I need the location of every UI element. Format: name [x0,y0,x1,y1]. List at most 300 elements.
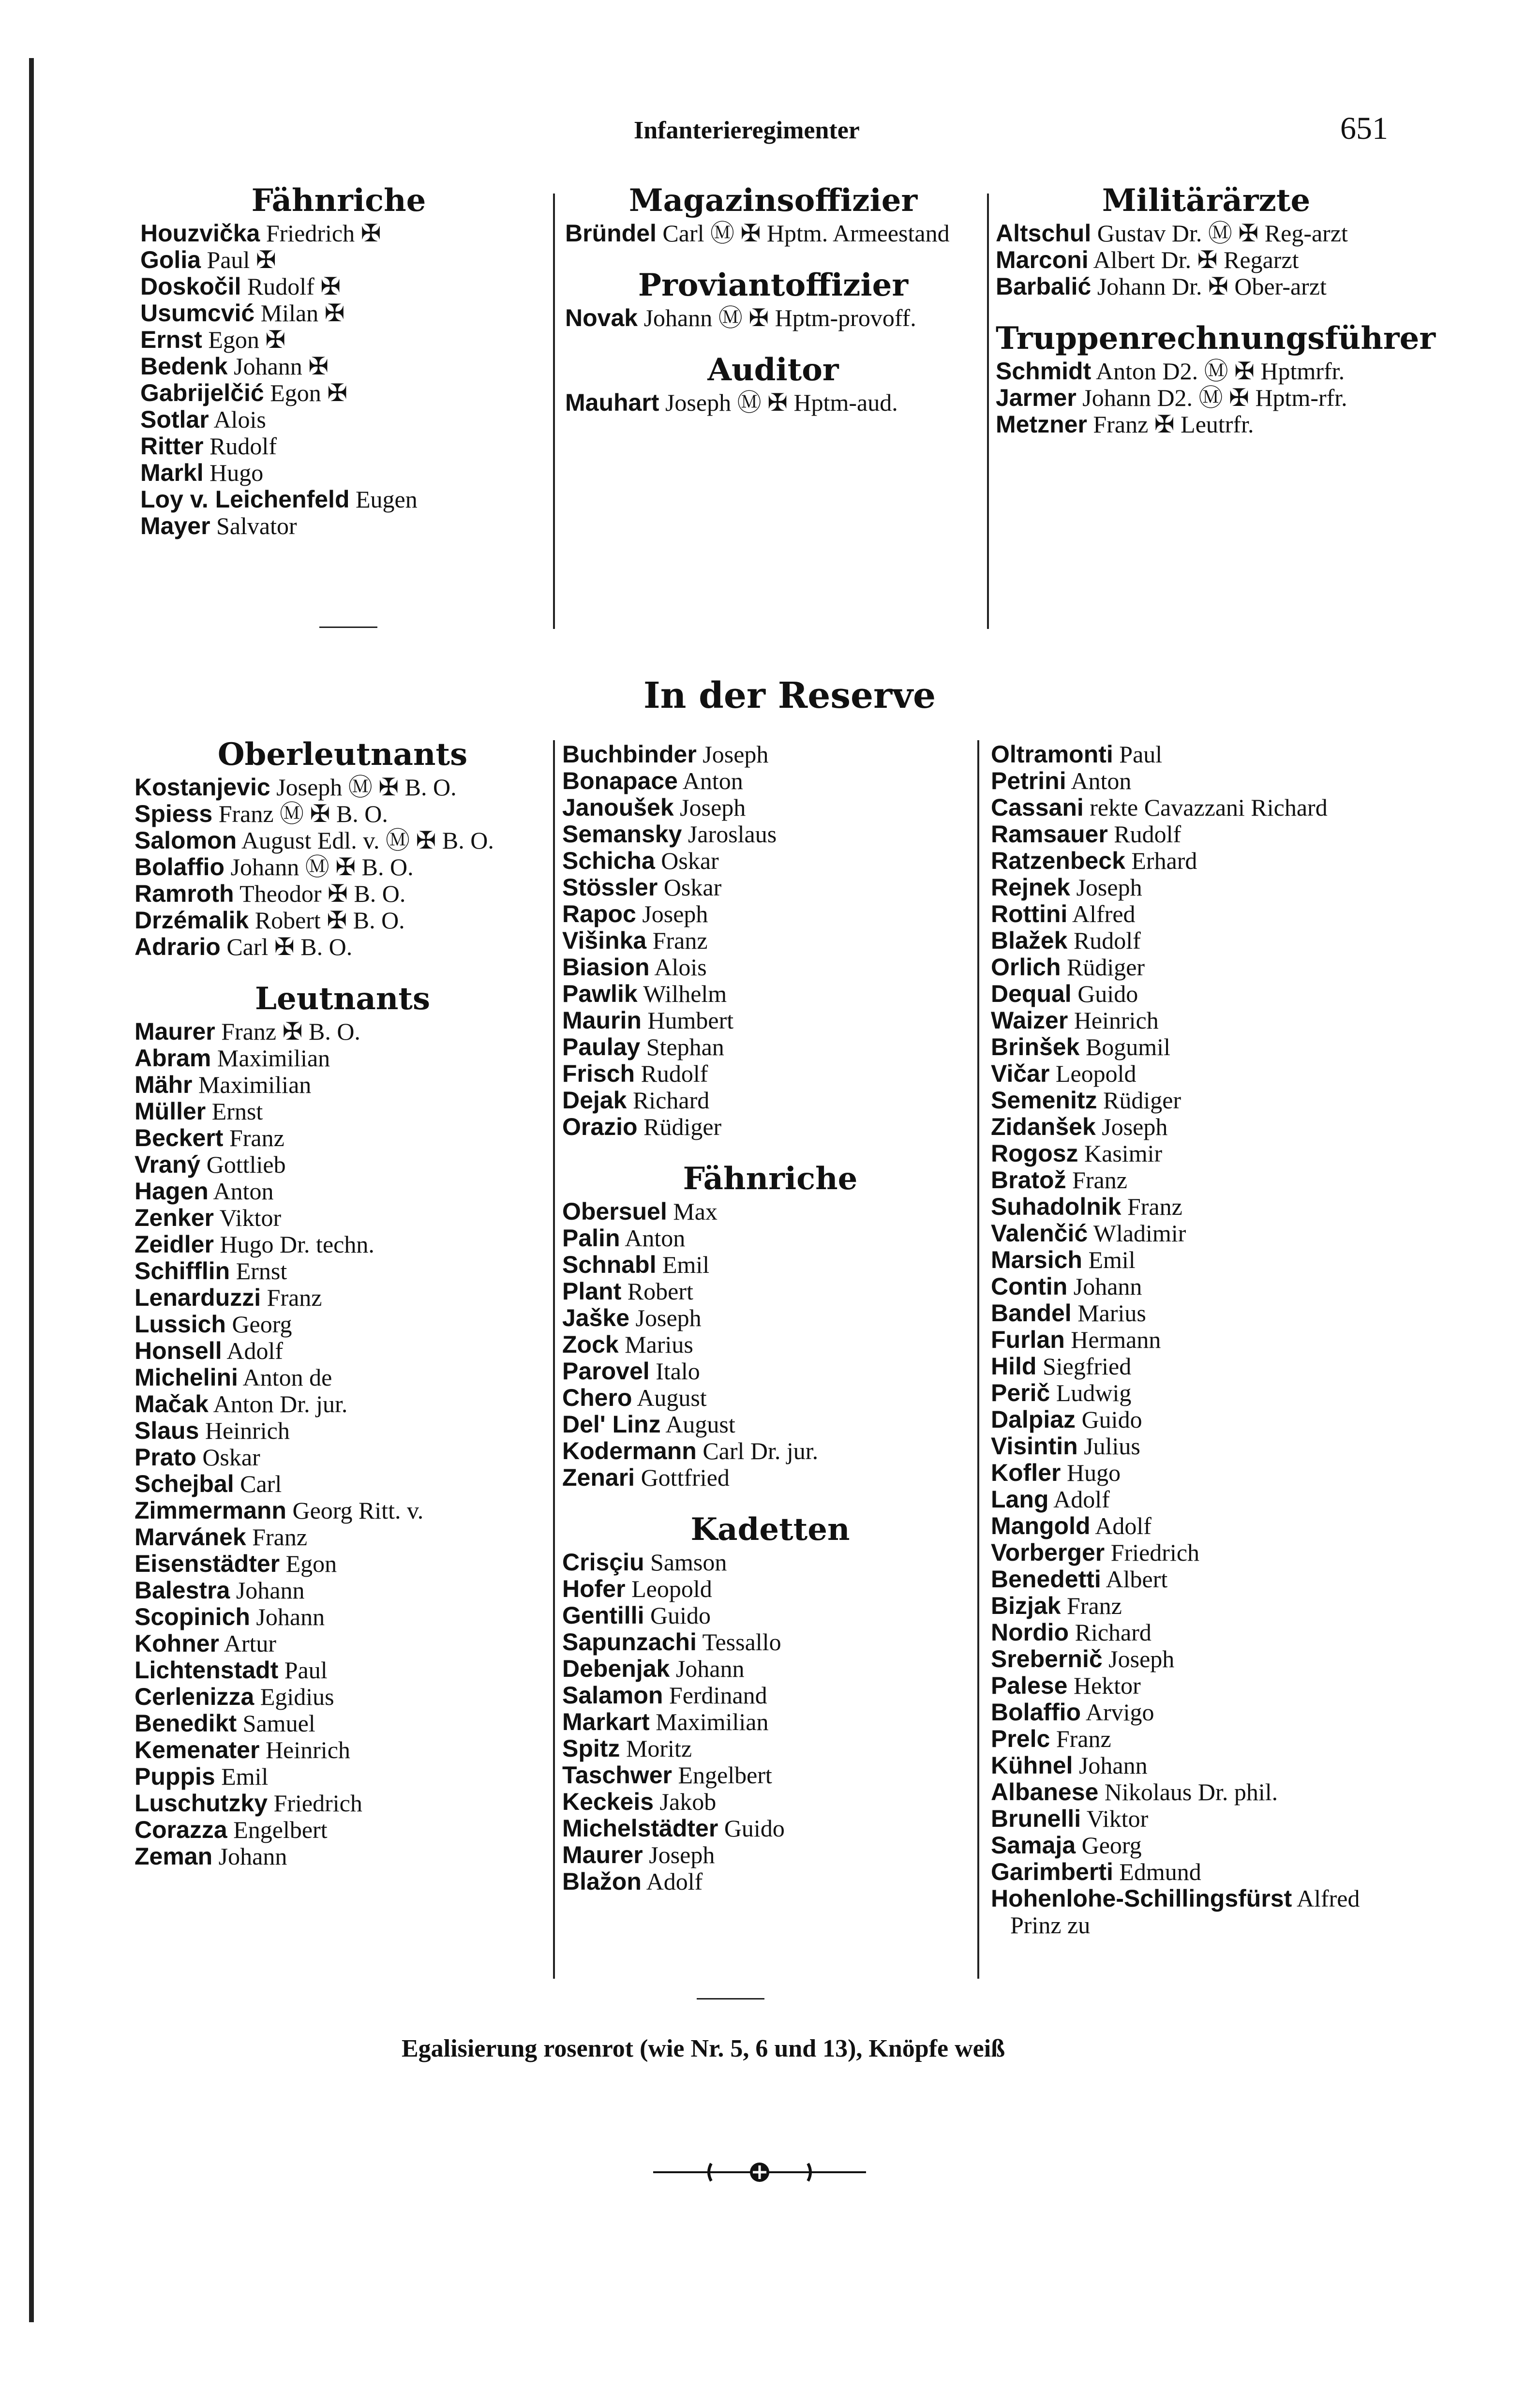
surname: Hohenlohe-Schillingsfürst [991,1885,1292,1912]
surname: Brinšek [991,1033,1080,1060]
roster-entry [140,460,537,486]
section-end-rule [319,627,377,628]
roster-entry [562,1331,978,1358]
given-name-and-rank: Franz Ⓜ ✠ B. O. [212,800,388,827]
given-name-and-rank: Marius [1071,1299,1146,1327]
surname: Semenitz [991,1087,1097,1114]
roster-entry [991,1300,1417,1327]
roster-entry [562,1114,978,1140]
roster-entry [562,927,978,954]
surname: Abram [135,1045,211,1072]
surname: Furlan [991,1326,1065,1353]
surname: Mačak [135,1390,209,1418]
given-name-and-rank: Jakob [654,1788,717,1815]
given-name-and-rank: Hermann [1064,1326,1161,1353]
given-name-and-rank: Anton D2. Ⓜ ✠ Hptmrfr. [1091,358,1345,385]
surname: Rogosz [991,1140,1078,1167]
given-name-and-rank: Anton [1066,767,1132,794]
surname: Maurin [562,1007,642,1034]
roster-entry [562,1789,978,1815]
given-name-and-rank: Rudolf [635,1060,708,1087]
given-name-and-rank: Ernst [206,1098,263,1125]
roster-entry [991,1832,1417,1859]
surname: Oltramonti [991,741,1113,768]
roster-entry [991,1513,1417,1539]
surname: Benedikt [135,1710,237,1737]
surname: Del' Linz [562,1411,661,1438]
roster-entry [562,1576,978,1602]
surname: Višinka [562,927,647,954]
surname: Bedenk [140,353,228,380]
roster-entry [562,1842,978,1868]
roster-entry [140,247,537,273]
surname: Contin [991,1273,1068,1300]
given-name-and-rank: Johann ✠ [227,353,329,380]
surname: Obersuel [562,1198,667,1225]
given-name-and-rank: Robert [621,1278,693,1305]
surname: Usumcvić [140,299,255,327]
roster-entry [562,1198,978,1225]
given-name-and-rank: Gottlieb [200,1151,286,1178]
surname: Drzémalik [135,907,249,934]
given-name-and-rank: Johann [230,1577,305,1604]
surname: Maurer [135,1018,215,1045]
roster-entry [135,1843,551,1870]
roster-entry [135,1444,551,1471]
given-name-and-rank: Robert ✠ B. O. [249,907,405,934]
roster-entry [135,1018,551,1045]
roster-entry [135,1817,551,1843]
section-heading-militararzte: Militärärzte [1102,182,1311,219]
roster-entry [562,1060,978,1087]
column-top-middle [565,181,981,416]
roster-entry [991,1167,1417,1194]
given-name-and-rank: Engelbert [672,1761,772,1789]
given-name-and-rank: Egon ✠ [202,326,286,353]
given-name-and-rank: August [660,1411,735,1438]
surname: Eisenstädter [135,1550,280,1577]
roster-entry [996,411,1417,438]
roster-entry [991,1433,1417,1460]
roster-entry [562,1087,978,1114]
given-name-and-rank: Johann Dr. ✠ Ober-arzt [1091,273,1327,300]
roster-entry [135,1790,551,1817]
given-name-and-rank: Alois [209,406,266,433]
surname: Lenarduzzi [135,1284,261,1311]
surname: Ratzenbeck [991,847,1125,874]
surname: Schifflin [135,1257,230,1284]
roster-entry [991,1885,1417,1939]
roster-entry [991,954,1417,981]
surname: Rottini [991,900,1068,927]
given-name-and-rank: rekte Cavazzani Richard [1083,794,1328,821]
given-name-and-rank: Rüdiger [1061,954,1145,981]
section-heading-proviantoffizier: Proviantoffizier [638,267,909,303]
roster-entry [140,380,537,406]
given-name-and-rank: Richard [627,1087,710,1114]
given-name-and-rank: Johann [1073,1752,1148,1779]
roster-entry [140,327,537,353]
roster-entry [135,1551,551,1577]
given-name-and-rank: Richard [1069,1619,1151,1646]
given-name-and-rank: August [632,1384,707,1411]
given-name-and-rank: Julius [1077,1433,1140,1460]
section-heading-fahnriche: Fähnriche [683,1161,858,1197]
roster-entry [562,981,978,1007]
roster-entry [562,1815,978,1842]
given-name-and-rank: Paul ✠ [201,246,276,273]
surname: Srebernič [991,1645,1103,1672]
given-name-and-rank: Franz [223,1124,284,1151]
given-name-and-rank: Maximilian [649,1708,769,1735]
given-name-and-rank: Carl [234,1470,282,1497]
surname: Zenari [562,1464,635,1491]
roster-entry [996,358,1417,385]
surname: Mauhart [565,389,659,416]
roster-entry [562,1464,978,1491]
roster-entry [991,1140,1417,1167]
surname: Zenker [135,1204,214,1231]
surname: Metzner [996,411,1087,438]
surname: Dequal [991,980,1072,1007]
given-name-and-rank: Heinrich [1068,1007,1159,1034]
given-name-and-rank: Rudolf [1067,927,1141,954]
given-name-and-rank: Hugo Dr. techn. [213,1231,374,1258]
surname: Zidanšek [991,1113,1096,1140]
roster-entry [991,1806,1417,1832]
given-name-and-rank: Anton [620,1224,686,1252]
given-name-and-rank: Emil [656,1251,710,1278]
given-name-and-rank: Emil [1082,1246,1136,1273]
roster-entry [562,848,978,874]
roster-entry [996,385,1417,411]
given-name-and-rank: Leopold [625,1575,712,1602]
roster-entry [562,954,978,981]
given-name-and-rank: Jaroslaus [682,821,777,848]
surname: Maurer [562,1841,643,1868]
surname: Ritter [140,433,204,460]
given-name-and-rank: Heinrich [199,1417,290,1444]
surname: Ramsauer [991,821,1108,848]
given-name-and-rank: Ernst [230,1257,287,1284]
roster-entry [140,406,537,433]
surname: Dalpiaz [991,1406,1076,1433]
roster-entry [562,874,978,901]
roster-entry [565,305,981,331]
given-name-and-rank: Oskar [658,874,722,901]
given-name-and-rank: Rudolf ✠ [241,273,341,300]
given-name-and-rank: Humbert [641,1007,734,1034]
roster-entry [135,1737,551,1763]
surname: Adrario [135,933,221,960]
roster-entry [562,1305,978,1331]
surname: Bründel [565,220,657,247]
surname: Cerlenizza [135,1683,254,1710]
section-end-rule [697,1998,764,2000]
roster-entry [135,934,551,960]
column-top-right [996,181,1436,438]
given-name-and-rank: Joseph Ⓜ ✠ B. O. [270,774,457,801]
given-name-and-rank: Rudolf [1107,821,1181,848]
surname: Schicha [562,847,655,874]
roster-entry [562,1762,978,1789]
roster-entry [135,1418,551,1444]
surname: Barbalić [996,273,1091,300]
roster-entry [991,1380,1417,1406]
roster-entry [135,1364,551,1391]
given-name-and-rank: Franz [261,1284,322,1311]
surname: Spiess [135,800,213,827]
roster-entry [565,389,981,416]
roster-entry [991,1194,1417,1220]
surname: Samaja [991,1832,1076,1859]
roster-entry [991,1273,1417,1300]
surname: Vičar [991,1060,1050,1087]
given-name-and-rank: Tessallo [696,1628,781,1656]
roster-entry [991,1593,1417,1619]
surname: Lussich [135,1311,226,1338]
roster-entry [562,1602,978,1629]
roster-entry [562,1682,978,1709]
surname: Semansky [562,821,682,848]
given-name-and-rank: Samuel [237,1710,315,1737]
given-name-and-rank: Adolf [1090,1512,1151,1539]
roster-entry [135,827,551,854]
given-name-and-rank: Johann [212,1843,287,1870]
surname: Michelini [135,1364,238,1391]
surname: Frisch [562,1060,635,1087]
surname: Balestra [135,1577,230,1604]
given-name-and-rank: Oskar [655,847,719,874]
roster-entry [562,1358,978,1385]
roster-entry [140,300,537,327]
given-name-and-rank: Guido [1076,1406,1142,1433]
surname: Honsell [135,1337,222,1364]
surname: Janoušek [562,794,674,821]
column-bottom-right [991,741,1417,1939]
surname: Jarmer [996,384,1077,411]
surname: Orlich [991,954,1061,981]
given-name-and-rank: Emil [215,1763,269,1790]
roster-entry [991,1539,1417,1566]
roster-entry [996,220,1417,247]
surname: Paulay [562,1033,641,1060]
roster-entry [135,1284,551,1311]
given-name-and-rank: Joseph [1070,874,1142,901]
given-name-and-rank: Guido [1071,980,1138,1007]
given-name-and-rank: Viktor [1081,1805,1149,1832]
roster-entry [991,1752,1417,1779]
given-name-and-rank: Joseph [673,794,746,821]
roster-entry [991,1726,1417,1752]
roster-entry [135,1045,551,1072]
surname: Palin [562,1224,620,1252]
surname: Albanese [991,1778,1099,1806]
surname: Orazio [562,1113,638,1140]
roster-entry [135,1338,551,1364]
given-name-and-rank: Paul [278,1657,328,1684]
roster-entry [991,768,1417,794]
roster-entry [991,741,1417,768]
roster-entry [135,1311,551,1338]
given-name-and-rank: Franz [246,1523,308,1551]
surname: Sotlar [140,406,209,433]
surname: Petrini [991,767,1066,794]
given-name-and-rank: Albert [1101,1566,1168,1593]
surname: Bandel [991,1299,1072,1327]
surname: Zock [562,1331,619,1358]
surname: Plant [562,1278,622,1305]
surname: Garimberti [991,1858,1113,1885]
roster-entry [135,1710,551,1737]
surname: Stössler [562,874,658,901]
surname: Sapunzachi [562,1628,697,1656]
surname: Buchbinder [562,741,697,768]
given-name-and-rank: Maximilian [211,1045,330,1072]
surname: Lang [991,1486,1049,1513]
section-heading-oberleutnants: Oberleutnants [217,736,468,773]
surname: Salomon [135,827,237,854]
roster-entry [991,794,1417,821]
given-name-and-rank: Alfred [1067,900,1136,927]
surname: Scopinich [135,1603,250,1630]
surname: Rapoc [562,900,636,927]
roster-entry [991,1247,1417,1273]
column-rule [553,740,555,1979]
roster-entry [135,1657,551,1684]
surname: Hild [991,1353,1037,1380]
given-name-and-rank: Rüdiger [637,1113,722,1140]
given-name-and-rank: Joseph [1095,1113,1168,1140]
roster-entry [991,1406,1417,1433]
surname: Marvánek [135,1523,246,1551]
surname: Beckert [135,1124,224,1151]
given-name-and-rank: Albert Dr. ✠ Regarzt [1088,246,1299,273]
roster-entry [135,1391,551,1418]
surname: Bonapace [562,767,678,794]
given-name-and-rank: Hektor [1067,1672,1141,1699]
roster-entry [135,1471,551,1497]
given-name-and-rank: Johann D2. Ⓜ ✠ Hptm-rfr. [1076,384,1347,411]
given-name-and-rank: Joseph Ⓜ ✠ Hptm-aud. [659,389,898,416]
surname: Schejbal [135,1470,234,1497]
surname: Altschul [996,220,1091,247]
roster-entry [991,927,1417,954]
given-name-and-rank: Adolf [222,1337,283,1364]
surname: Michelstädter [562,1815,718,1842]
surname: Spitz [562,1735,620,1762]
given-name-and-rank: Franz [1061,1592,1122,1619]
given-name-and-rank: Leopold [1049,1060,1136,1087]
surname: Ernst [140,326,202,353]
roster-entry [562,1656,978,1682]
given-name-and-rank: Joseph [643,1841,715,1868]
surname: Zeman [135,1843,213,1870]
given-name-and-rank: Wilhelm [637,980,727,1007]
roster-entry [991,1566,1417,1593]
surname: Jaške [562,1304,630,1331]
surname: Visintin [991,1433,1078,1460]
given-name-and-rank: Ludwig [1050,1379,1132,1406]
roster-entry [991,848,1417,874]
surname: Kodermann [562,1437,697,1464]
given-name-and-rank: Carl Dr. jur. [696,1437,819,1464]
roster-entry [991,981,1417,1007]
given-name-and-rank: Gustav Dr. Ⓜ ✠ Reg-arzt [1091,220,1348,247]
roster-entry [562,1868,978,1895]
roster-entry [135,1178,551,1205]
given-name-and-rank: Friedrich [1105,1539,1200,1566]
given-name-and-rank: Joseph [696,741,769,768]
surname: Mayer [140,512,210,539]
surname: Markart [562,1708,650,1735]
surname: Pawlik [562,980,638,1007]
surname: Dejak [562,1087,627,1114]
given-name-and-rank: Eugen [349,486,418,513]
given-name-and-rank: Marius [618,1331,693,1358]
surname: Gabrijelčić [140,379,264,406]
surname: Müller [135,1098,206,1125]
roster-entry [991,1646,1417,1672]
surname: Rejnek [991,874,1070,901]
surname: Blažon [562,1868,642,1895]
given-name-and-rank: Joseph [636,900,708,927]
given-name-and-rank: Friedrich ✠ [260,220,381,247]
given-name-and-rank: Guido [718,1815,785,1842]
roster-entry [140,513,537,539]
roster-entry [140,353,537,380]
given-name-and-rank: Artur [219,1630,277,1657]
given-name-and-rank: Adolf [641,1868,703,1895]
given-name-and-rank: Bogumil [1079,1033,1170,1060]
surname: Corazza [135,1816,227,1843]
given-name-and-rank: Joseph [629,1304,702,1331]
section-heading-leutnants: Leutnants [255,981,430,1017]
roster-entry [135,1577,551,1604]
roster-entry [562,1411,978,1438]
given-name-and-rank: Johann [250,1603,325,1630]
roster-entry [562,794,978,821]
given-name-and-rank: Anton Dr. jur. [208,1390,348,1418]
given-name-and-rank: Anton [677,767,743,794]
page-number: 651 [1340,111,1388,146]
roster-entry [562,1629,978,1656]
given-name-and-rank: Franz ✠ B. O. [215,1018,360,1045]
surname: Kühnel [991,1752,1073,1779]
given-name-and-rank: Milan ✠ [254,299,345,327]
roster-entry [991,1060,1417,1087]
given-name-and-rank: Franz [646,927,708,954]
roster-entry [991,901,1417,927]
given-name-and-rank: Viktor [213,1204,282,1231]
column-rule [553,194,555,629]
section-heading-truppenrechnungsfuhrer: Truppenrechnungsführer [996,320,1436,357]
column-rule [977,740,979,1979]
surname: Valenčić [991,1220,1088,1247]
surname: Waizer [991,1007,1068,1034]
roster-entry [565,220,981,247]
surname: Doskočil [140,273,241,300]
section-heading-fahnriche: Fähnriche [251,182,426,219]
facing-colors-note: Egalisierung rosenrot (wie Nr. 5, 6 und 13), Knöpfe weiß [402,2035,1005,2062]
given-name-and-rank: Johann Ⓜ ✠ B. O. [224,853,414,881]
roster-entry [135,1524,551,1551]
surname: Zimmermann [135,1497,286,1524]
surname: Nordio [991,1619,1069,1646]
given-name-and-rank: Siegfried [1036,1353,1132,1380]
surname: Chero [562,1384,632,1411]
given-name-and-rank: Franz [1121,1193,1182,1220]
